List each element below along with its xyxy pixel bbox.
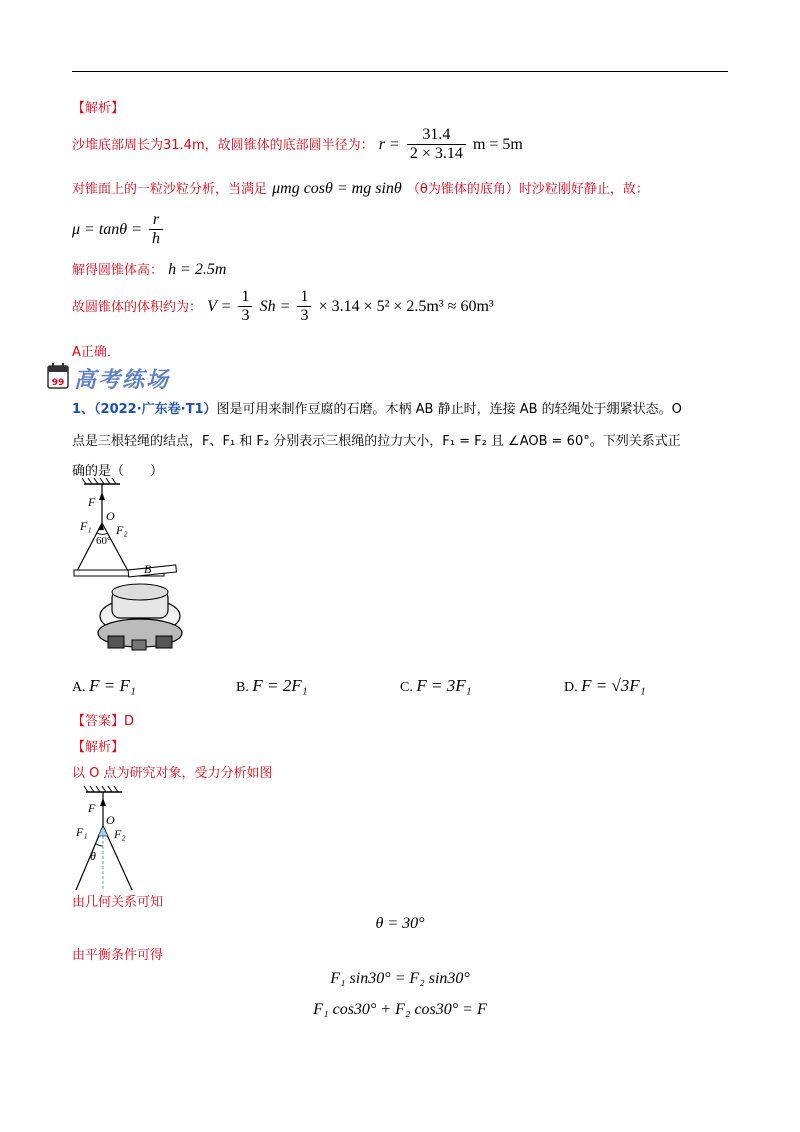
answer-text: 【答案】D	[72, 714, 135, 729]
option-a[interactable]: A. F = F₁	[72, 676, 136, 695]
header-rule	[72, 71, 728, 72]
fig1-label-O: O	[106, 509, 115, 523]
fig1-label-F2: F₂	[116, 523, 128, 537]
solution-line-mu: μ = tanθ = $\frac{r}{h}$	[72, 211, 165, 248]
fig2-label-F2: F₂	[114, 827, 126, 841]
fig1-label-F: F	[88, 495, 96, 509]
fig1-label-F1: F₁	[80, 519, 92, 533]
force-diagram	[72, 786, 162, 894]
fig1-label-angle: 60°	[96, 535, 112, 547]
fig2-label-O: O	[106, 813, 115, 827]
option-b[interactable]: B. F = 2F₁	[236, 676, 308, 695]
fig2-label-F1: F₁	[76, 825, 88, 839]
solution-line-height: 解得圆锥体高： h = 2.5m	[72, 261, 227, 278]
option-c[interactable]: C. F = 3F₁	[400, 676, 472, 695]
section-banner	[46, 363, 176, 391]
fig2-label-theta: θ	[90, 849, 96, 863]
option-d[interactable]: D. F = √3F₁	[564, 676, 646, 695]
analysis-header-2: 【解析】	[72, 740, 125, 755]
equation-horizontal: F₁ sin30° = F₂ sin30°	[330, 970, 470, 987]
section-banner-title: 高考练场	[74, 368, 171, 393]
stone-mill-figure	[72, 478, 192, 666]
fig1-label-B: B	[144, 562, 152, 576]
question-line-3: 确的是（ ）	[72, 464, 164, 479]
equation-theta: θ = 30°	[375, 915, 425, 932]
question-line-2: 点是三根轻绳的结点，F、F₁ 和 F₂ 分别表示三根绳的拉力大小，F₁ = F₂ 且 ∠AOB = 60°。下列关系式正	[72, 434, 681, 449]
fraction-radius: $\frac{31.4}{2 \times 3.14}$	[407, 126, 466, 163]
solution-line-volume: 故圆锥体的体积约为： V = $\frac{1}{3}$ Sh = $\frac{1}{3}$ × 3.14 × 5² × 2.5m³ ≈ 60m³	[72, 288, 494, 324]
fraction-r-h: $\frac{r}{h}$	[149, 211, 163, 248]
fraction-one-third-b: $\frac{1}{3}$	[297, 288, 311, 325]
equilibrium-intro: 由平衡条件可得	[72, 948, 164, 963]
svg-text:99: 99	[51, 378, 65, 388]
fig2-label-F: F	[88, 801, 96, 815]
fraction-one-third-a: $\frac{1}{3}$	[238, 288, 252, 325]
solution-line-radius: 沙堆底部周长为31.4m，故圆锥体的底部圆半径为： r = $\frac{31.4}{2 \times 3.14}$ m = 5m	[72, 126, 523, 162]
question-line-1: 1、（2022·广东卷·T1）图是可用来制作豆腐的石磨。木柄 AB 静止时，连接 AB 的轻绳处于绷紧状态。O	[72, 402, 682, 417]
solution-intro: 以 O 点为研究对象，受力分析如图	[72, 766, 273, 781]
analysis-header: 【解析】	[72, 101, 125, 116]
geometry-intro: 由几何关系可知	[72, 895, 164, 910]
conclusion-text: A正确．	[72, 345, 120, 360]
solution-line-friction: 对锥面上的一粒沙粒分析，当满足 μmg cosθ = mg sinθ （θ为锥体的底角）时沙粒刚好静止，故：	[72, 180, 649, 197]
equation-vertical: F₁ cos30° + F₂ cos30° = F	[313, 1001, 487, 1018]
